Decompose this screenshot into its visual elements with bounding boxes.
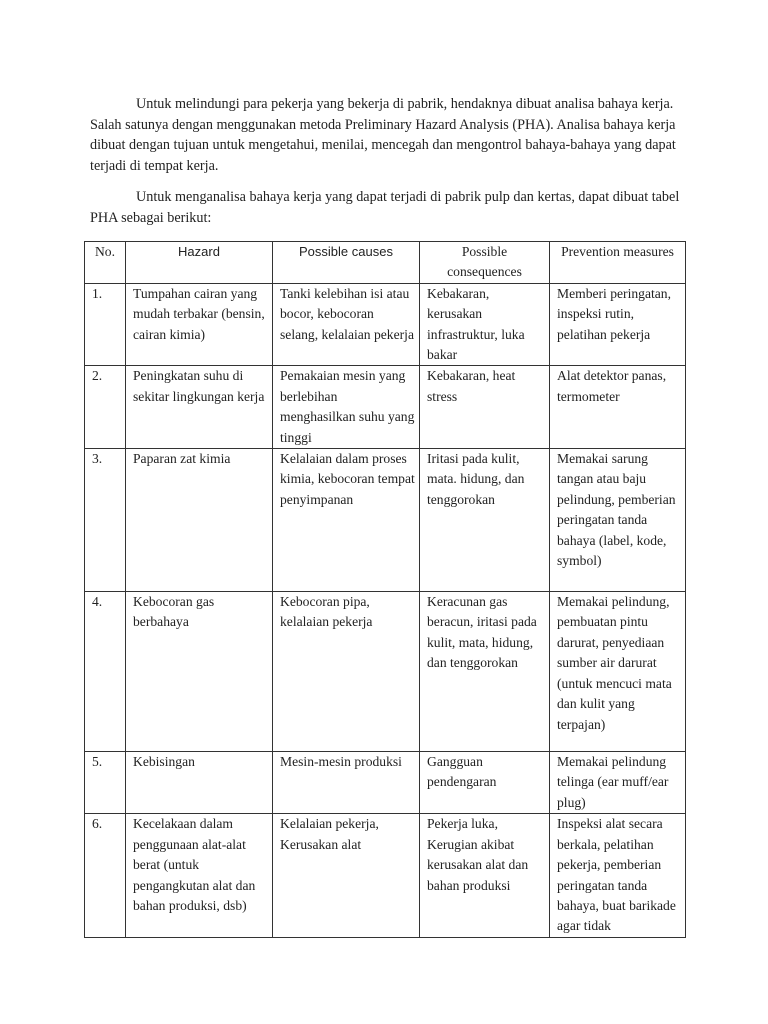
cell-consequences: Iritasi pada kulit, mata. hidung, dan tenggorokan <box>420 449 550 592</box>
cell-consequences: Pekerja luka, Kerugian akibat kerusakan alat dan bahan produksi <box>420 814 550 937</box>
table-row <box>85 592 686 752</box>
cell-hazard: Kebocoran gas berbahaya <box>126 592 273 752</box>
table-row <box>85 449 686 592</box>
cell-consequences: Kebakaran, heat stress <box>420 366 550 449</box>
cell-hazard: Tumpahan cairan yang mudah terbakar (bensin, cairan kimia) <box>126 283 273 366</box>
cell-causes: Kelalaian pekerja, Kerusakan alat <box>273 814 420 937</box>
table-row <box>85 752 686 814</box>
cell-causes: Pemakaian mesin yang berlebihan menghasilkan suhu yang tinggi <box>273 366 420 449</box>
table-header-row <box>85 242 686 284</box>
header-no: No. <box>85 242 126 284</box>
header-hazard: Hazard <box>126 242 273 284</box>
cell-no: 5. <box>85 752 126 814</box>
cell-prevention: Memakai pelindung telinga (ear muff/ear plug) <box>550 752 686 814</box>
cell-consequences: Keracunan gas beracun, iritasi pada kulit, mata, hidung, dan tenggorokan <box>420 592 550 752</box>
header-consequences: Possible consequences <box>420 242 550 284</box>
cell-no: 3. <box>85 449 126 592</box>
intro-paragraph: Untuk melindungi para pekerja yang bekerja di pabrik, hendaknya dibuat analisa bahaya kerja. Salah satunya dengan menggunakan metoda Preliminary Hazard Analysis (PHA). Analisa bahaya kerja dibuat dengan tujuan untuk mengetahui, menilai, mencegah dan mengontrol bahaya-bahaya yang dapat terjadi di tempat kerja. <box>90 96 676 174</box>
cell-no: 6. <box>85 814 126 937</box>
table-intro-paragraph: Untuk menganalisa bahaya kerja yang dapat terjadi di pabrik pulp dan kertas, dapat dibuat tabel PHA sebagai berikut: <box>90 189 680 226</box>
cell-hazard: Kecelakaan dalam penggunaan alat-alat berat (untuk pengangkutan alat dan bahan produksi, dsb) <box>126 814 273 937</box>
cell-no: 4. <box>85 592 126 752</box>
table-row <box>85 814 686 937</box>
cell-causes: Tanki kelebihan isi atau bocor, kebocoran selang, kelalaian pekerja <box>273 283 420 366</box>
cell-causes: Mesin-mesin produksi <box>273 752 420 814</box>
header-prevention: Prevention measures <box>550 242 686 284</box>
cell-hazard: Peningkatan suhu di sekitar lingkungan kerja <box>126 366 273 449</box>
cell-prevention: Inspeksi alat secara berkala, pelatihan pekerja, pemberian peringatan tanda bahaya, buat barikade agar tidak <box>550 814 686 937</box>
cell-prevention: Memberi peringatan, inspeksi rutin, pelatihan pekerja <box>550 283 686 366</box>
cell-consequences: Gangguan pendengaran <box>420 752 550 814</box>
cell-no: 1. <box>85 283 126 366</box>
table-row <box>85 366 686 449</box>
cell-consequences: Kebakaran, kerusakan infrastruktur, luka bakar <box>420 283 550 366</box>
cell-prevention: Memakai pelindung, pembuatan pintu darurat, penyediaan sumber air darurat (untuk mencuci mata dan kulit yang terpajan) <box>550 592 686 752</box>
cell-causes: Kebocoran pipa, kelalaian pekerja <box>273 592 420 752</box>
cell-prevention: Memakai sarung tangan atau baju pelindung, pemberian peringatan tanda bahaya (label, kode, symbol) <box>550 449 686 592</box>
header-causes: Possible causes <box>273 242 420 284</box>
table-row <box>85 283 686 366</box>
cell-no: 2. <box>85 366 126 449</box>
cell-hazard: Paparan zat kimia <box>126 449 273 592</box>
cell-prevention: Alat detektor panas, termometer <box>550 366 686 449</box>
cell-hazard: Kebisingan <box>126 752 273 814</box>
pha-table <box>84 241 686 938</box>
cell-causes: Kelalaian dalam proses kimia, kebocoran tempat penyimpanan <box>273 449 420 592</box>
